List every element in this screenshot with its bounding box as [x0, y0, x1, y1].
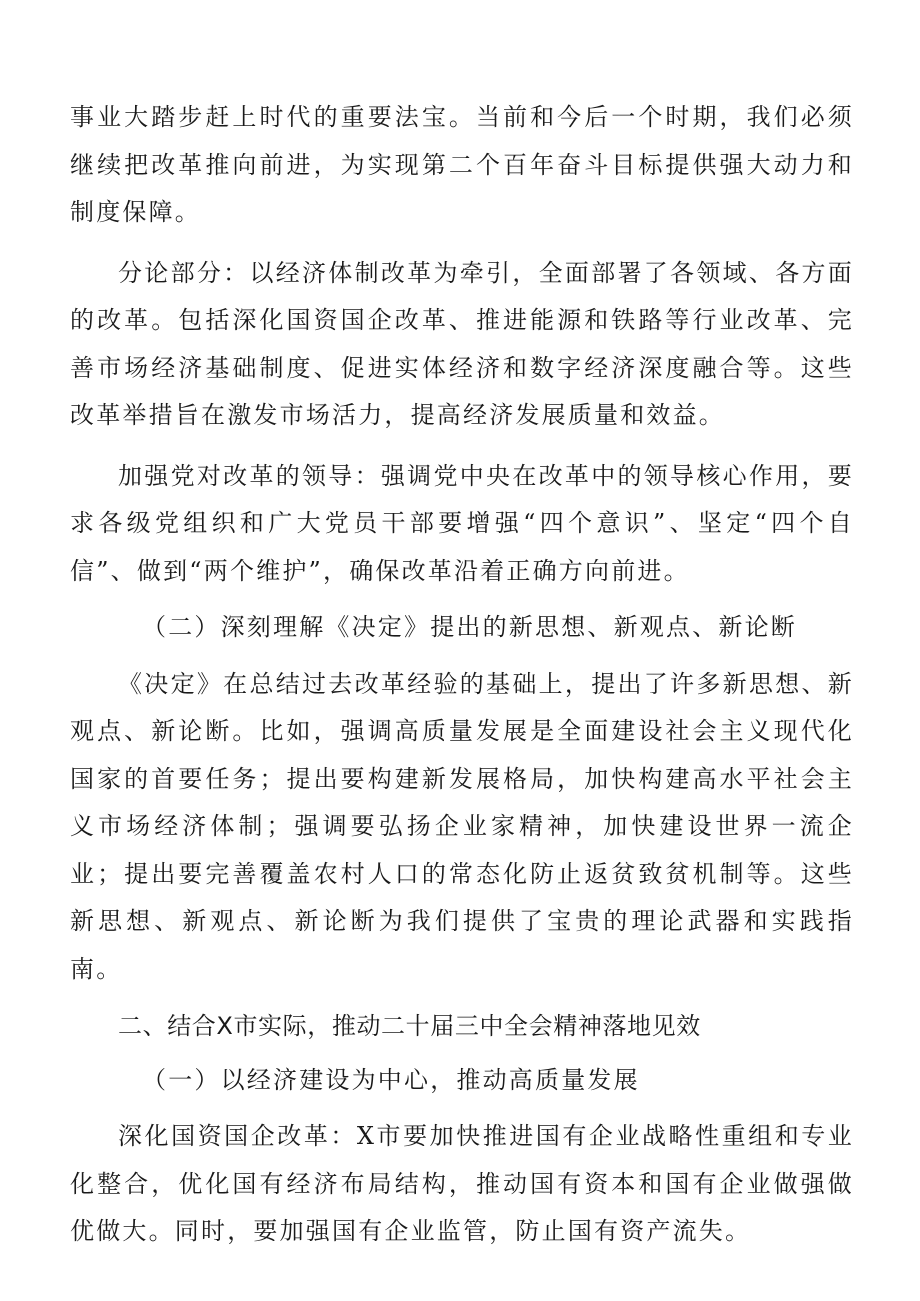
section-heading-2: 二、结合X市实际，推动二十届三中全会精神落地见效 — [118, 1012, 701, 1040]
paragraph-soe-reform: 深化国资国企改革：X市要加快推进国有企业战略性重组和专业化整合，优化国有经济布局结构，推动国有资本和国有企业做强做优做大。同时，要加强国有企业监管，防止国有资产流失。 — [70, 1122, 854, 1245]
subsection-heading-1: （一）以经济建设为中心，推动高质量发展 — [142, 1065, 640, 1094]
paragraph-continued: 事业大踏步赶上时代的重要法宝。当前和今后一个时期，我们必须继续把改革推向前进，为实现第二个百年奋斗目标提供强大动力和制度保障。 — [70, 103, 854, 226]
paragraph-sub-section: 分论部分：以经济体制改革为牵引，全面部署了各领域、各方面的改革。包括深化国资国企改革、推进能源和铁路等行业改革、完善市场经济基础制度、促进实体经济和数字经济深度融合等。这些改革举措旨在激发市场活力，提高经济发展质量和效益。 — [70, 258, 854, 429]
subsection-heading-2: （二）深刻理解《决定》提出的新思想、新观点、新论断 — [142, 613, 797, 641]
paragraph-new-ideas: 《决定》在总结过去改革经验的基础上，提出了许多新思想、新观点、新论断。比如，强调高质量发展是全面建设社会主义现代化国家的首要任务；提出要构建新发展格局，加快构建高水平社会主义市场经济体制；强调要弘扬企业家精神，加快建设世界一流企业；提出要完善覆盖农村人口的常态化防止返贫致贫机制等。这些新思想、新观点、新论断为我们提供了宝贵的理论武器和实践指南。 — [70, 669, 854, 983]
paragraph-party-leadership: 加强党对改革的领导：强调党中央在改革中的领导核心作用，要求各级党组织和广大党员干部要增强“四个意识”、坚定“四个自信”、做到“两个维护”，确保改革沿着正确方向前进。 — [70, 461, 854, 585]
